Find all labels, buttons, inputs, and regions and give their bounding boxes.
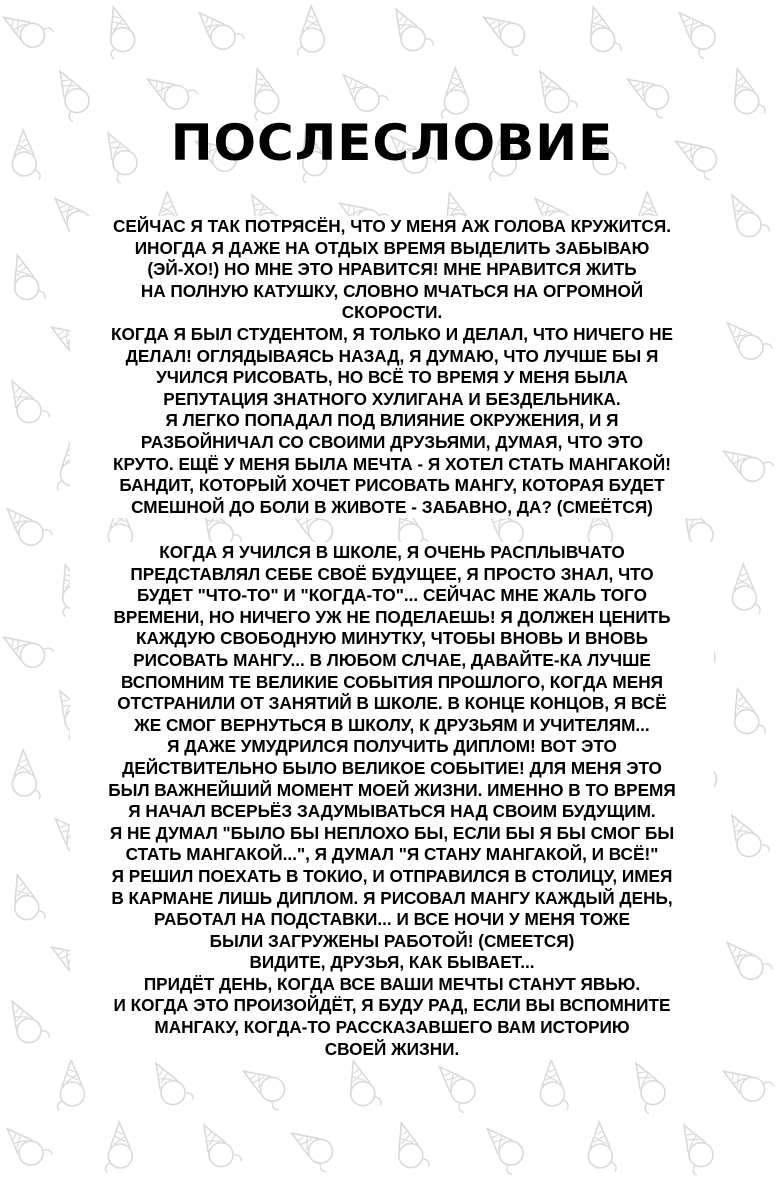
text-line: РАБОТАЛ НА ПОДСТАВКИ... И ВСЕ НОЧИ У МЕНЯ ТОЖЕ <box>70 909 714 931</box>
ice-cream-cone-icon <box>386 2 435 59</box>
ice-cream-cone-icon <box>284 1123 341 1173</box>
ice-cream-cone-icon <box>620 69 677 119</box>
ice-cream-cone-icon <box>587 1121 616 1172</box>
ice-cream-cone-icon <box>2 994 51 1051</box>
ice-cream-cone-icon <box>539 1059 568 1110</box>
ice-cream-cone-icon <box>296 6 325 57</box>
ice-cream-cone-icon <box>582 3 622 59</box>
text-line: СТАТЬ МАНГАКОЙ...", Я ДУМАЛ "Я СТАНУ МАНГАКОЙ, И ВСЁ!" <box>70 844 714 866</box>
text-line: ПРИДЁТ ДЕНЬ, КОГДА ВСЕ ВАШИ МЕЧТЫ СТАНУТ ЯВЬЮ. <box>70 974 714 996</box>
text-line: БЫЛИ ЗАГРУЖЕНЫ РАБОТОЙ! (СМЕЕТСЯ) <box>70 931 714 953</box>
ice-cream-cone-icon <box>104 1122 133 1173</box>
ice-cream-cone-icon <box>236 1061 293 1111</box>
text-line: СКОРОСТИ. <box>70 302 714 324</box>
afterword-paragraph-2 <box>70 542 714 1060</box>
ice-cream-cone-icon <box>47 65 96 122</box>
text-line: КОГДА Я УЧИЛСЯ В ШКОЛЕ, Я ОЧЕНЬ РАСПЛЫВЧАТО <box>70 542 714 564</box>
ice-cream-cone-icon <box>623 1057 672 1114</box>
text-line: Я ЛЕГКО ПОПАДАЛ ПОД ВЛИЯНИЕ ОКРУЖЕНИЯ, И Я <box>70 410 714 432</box>
ice-cream-cone-icon <box>530 64 579 121</box>
ice-cream-cone-icon <box>2 374 51 431</box>
text-line: РИСОВАТЬ МАНГУ... В ЛЮБОМ СЛЧАЕ, ДАВАЙТЕ-КА ЛУЧШЕ <box>70 650 714 672</box>
text-line: ВИДИТЕ, ДРУЗЬЯ, КАК БЫВАЕТ... <box>70 952 714 974</box>
text-line: КРУТО. ЕЩЁ У МЕНЯ БЫЛА МЕЧТА - Я ХОТЕЛ СТАТЬ МАНГАКОЙ! <box>70 454 714 476</box>
ice-cream-cone-icon <box>731 563 760 614</box>
page-title: ПОСЛЕСЛОВИЕ <box>170 114 614 172</box>
ice-cream-cone-icon <box>726 65 766 121</box>
ice-cream-cone-icon <box>717 1058 774 1108</box>
text-line: И КОГДА ЭТО ПРОИЗОЙДЁТ, Я БУДУ РАД, ЕСЛИ ВЫ ВСПОМНИТЕ <box>70 995 714 1017</box>
ice-cream-cone-icon <box>6 871 46 927</box>
text-line: КОГДА Я БЫЛ СТУДЕНТОМ, Я ТОЛЬКО И ДЕЛАЛ, ЧТО НИЧЕГО НЕ <box>70 324 714 346</box>
ice-cream-cone-icon <box>99 4 139 60</box>
text-line: РАЗБОЙНИЧАЛ СО СВОИМИ ДРУЗЬЯМИ, ДУМАЯ, ЧТО ЭТО <box>70 432 714 454</box>
text-line: ВСПОМНИМ ТЕ ВЕЛИКИЕ СОБЫТИЯ ПРОШЛОГО, КОГДА МЕНЯ <box>70 672 714 694</box>
text-line: (ЭЙ-ХО!) НО МНЕ ЭТО НРАВИТСЯ! МНЕ НРАВИТСЯ ЖИТЬ <box>70 259 714 281</box>
ice-cream-cone-icon <box>722 188 771 245</box>
text-line: РЕПУТАЦИЯ ЗНАТНОГО ХУЛИГАНА И БЕЗДЕЛЬНИКА. <box>70 389 714 411</box>
ice-cream-cone-icon <box>719 932 773 987</box>
text-line: Я НЕ ДУМАЛ "БЫЛО БЫ НЕПЛОХО БЫ, ЕСЛИ БЫ Я БЫ СМОГ БЫ <box>70 823 714 845</box>
ice-cream-cone-icon <box>0 498 53 553</box>
ice-cream-cone-icon <box>428 1058 482 1113</box>
text-line: Я НАЧАЛ ВСЕРЬЁЗ ЗАДУМЫВАТЬСЯ НАД СВОИМ БУДУЩИМ. <box>70 801 714 823</box>
text-line: ЖЕ СМОГ ВЕРНУТЬСЯ В ШКОЛУ, К ДРУЗЬЯМ И УЧИТЕЛЯМ... <box>70 715 714 737</box>
ice-cream-cone-icon <box>719 312 773 367</box>
text-line: КАЖДУЮ СВОБОДНУЮ МИНУТКУ, ЧТОБЫ ВНОВЬ И ВНОВЬ <box>70 628 714 650</box>
ice-cream-cone-icon <box>440 68 469 119</box>
ice-cream-cone-icon <box>671 1119 720 1176</box>
afterword-paragraph-1 <box>70 216 714 518</box>
ice-cream-cone-icon <box>146 1056 195 1113</box>
text-line: ПРЕДСТАВЛЯЛ СЕБЕ СВОЁ БУДУЩЕЕ, Я ПРОСТО ЗНАЛ, ЧТО <box>70 564 714 586</box>
text-line: БУДЕТ "ЧТО-ТО" И "КОГДА-ТО"... СЕЙЧАС МНЕ ЖАЛЬ ТОГО <box>70 585 714 607</box>
text-line: ДЕЙСТВИТЕЛЬНО БЫЛО ВЕЛИКОЕ СОБЫТИЕ! ДЛЯ МЕНЯ ЭТО <box>70 758 714 780</box>
ice-cream-cone-icon <box>335 64 389 119</box>
ice-cream-cone-icon <box>56 1060 85 1111</box>
text-line: СМЕШНОЙ ДО БОЛИ В ЖИВОТЕ - ЗАБАВНО, ДА? (СМЕЁТСЯ) <box>70 497 714 519</box>
ice-cream-cone-icon <box>668 4 722 59</box>
text-line: ОТСТРАНИЛИ ОТ ЗАНЯТИЙ В ШКОЛЕ. В КОНЦЕ КОНЦОВ, Я ВСЁ <box>70 693 714 715</box>
text-line: ВРЕМЕНИ, НО НИЧЕГО УЖ НЕ ПОДЕЛАЕШЬ! Я ДОЛЖЕН ЦЕНИТЬ <box>70 607 714 629</box>
text-line: БЫЛ ВАЖНЕЙШИЙ МОМЕНТ МОЕЙ ЖИЗНИ. ИМЕННО В ТО ВРЕМЯ <box>70 780 714 802</box>
ice-cream-cone-icon <box>476 7 533 57</box>
ice-cream-cone-icon <box>141 66 198 116</box>
ice-cream-cone-icon <box>476 1120 530 1175</box>
ice-cream-cone-icon <box>0 4 54 54</box>
text-line: СВОЕЙ ЖИЗНИ. <box>70 1039 714 1061</box>
ice-cream-cone-icon <box>243 66 283 122</box>
ice-cream-cone-icon <box>390 1119 430 1175</box>
ice-cream-cone-icon <box>0 624 54 674</box>
ice-cream-cone-icon <box>726 685 766 741</box>
text-line: УЧИЛСЯ РИСОВАТЬ, НО ВСЁ ТО ВРЕМЯ У МЕНЯ БЫЛА <box>70 367 714 389</box>
text-line: Я ДАЖЕ УМУДРИЛСЯ ПОЛУЧИТЬ ДИПЛОМ! ВОТ ЭТО <box>70 736 714 758</box>
ice-cream-cone-icon <box>342 1057 382 1113</box>
text-line: МАНГАКУ, КОГДА-ТО РАССКАЗАВШЕГО ВАМ ИСТОРИЮ <box>70 1017 714 1039</box>
text-line: В КАРМАНЕ ЛИШЬ ДИПЛОМ. Я РИСОВАЛ МАНГУ КАЖДЫЙ ДЕНЬ, <box>70 888 714 910</box>
text-line: НА ПОЛНУЮ КАТУШКУ, СЛОВНО МЧАТЬСЯ НА ОГРОМНОЙ <box>70 281 714 303</box>
text-line: ИНОГДА Я ДАЖЕ НА ОТДЫХ ВРЕМЯ ВЫДЕЛИТЬ ЗАБЫВАЮ <box>70 238 714 260</box>
ice-cream-cone-icon <box>722 808 771 865</box>
text-line: БАНДИТ, КОТОРЫЙ ХОЧЕТ РИСОВАТЬ МАНГУ, КОТОРАЯ БУДЕТ <box>70 475 714 497</box>
ice-cream-cone-icon <box>0 1118 53 1173</box>
text-line: ДЕЛАЛ! ОГЛЯДЫВАЯСЬ НАЗАД, Я ДУМАЮ, ЧТО ЛУЧШЕ БЫ Я <box>70 346 714 368</box>
ice-cream-cone-icon <box>717 438 774 488</box>
text-line: Я РЕШИЛ ПОЕХАТЬ В ТОКИО, И ОТПРАВИЛСЯ В СТОЛИЦУ, ИМЕЯ <box>70 866 714 888</box>
text-line: СЕЙЧАС Я ТАК ПОТРЯСЁН, ЧТО У МЕНЯ АЖ ГОЛОВА КРУЖИТСЯ. <box>70 216 714 238</box>
ice-cream-cone-icon <box>194 1118 243 1175</box>
ice-cream-cone-icon <box>6 251 46 307</box>
ice-cream-cone-icon <box>11 749 40 800</box>
ice-cream-cone-icon <box>191 2 245 57</box>
